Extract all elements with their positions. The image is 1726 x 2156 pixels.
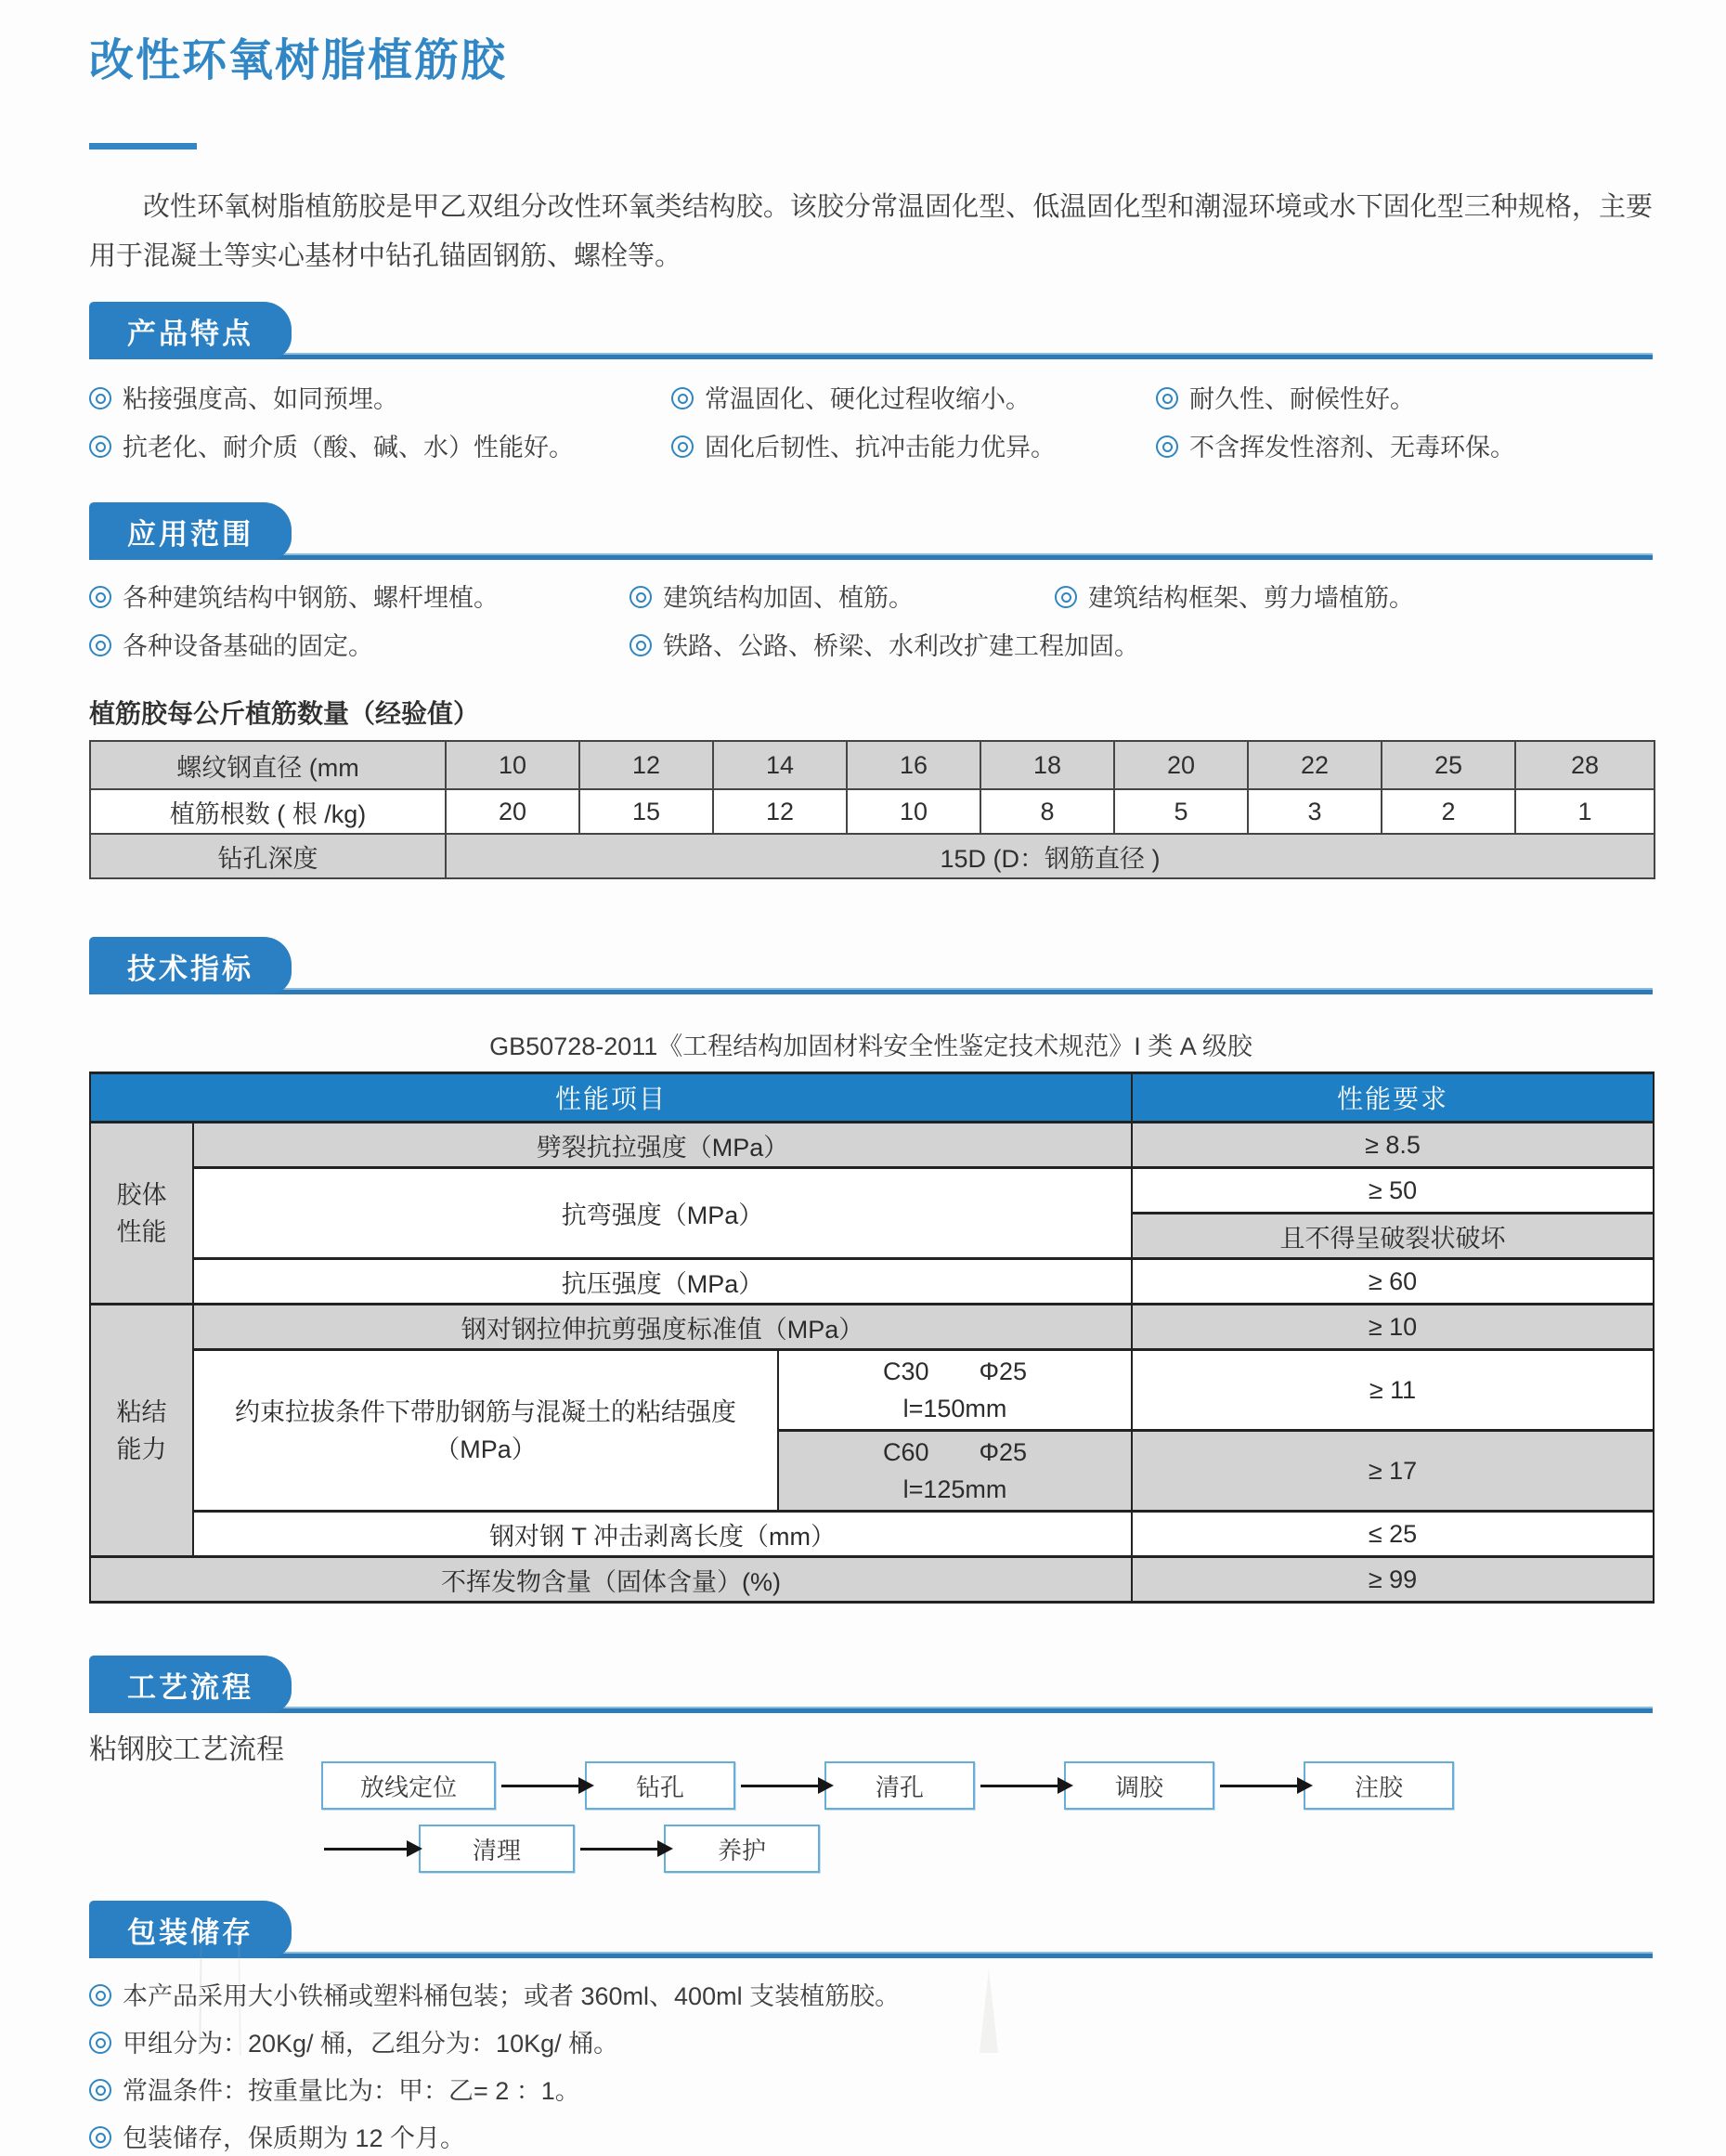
subcondition-line: l=150mm — [902, 1395, 1007, 1422]
rebar-count-table — [89, 740, 1655, 879]
diameter-cell: 16 — [847, 741, 980, 789]
packaging-item — [89, 2026, 1653, 2061]
process-flow-row-1 — [321, 1761, 1653, 1810]
bullseye-icon — [89, 586, 111, 608]
application-item — [89, 580, 629, 616]
section-badge-packaging: 包装储存 — [89, 1901, 292, 1958]
section-badge-tech: 技术指标 — [89, 937, 292, 994]
section-badge-features: 产品特点 — [89, 302, 292, 359]
table-row — [90, 1168, 1654, 1214]
tech-spec-table — [89, 1072, 1655, 1604]
bullseye-inner — [636, 641, 646, 651]
section-badge-applications: 应用范围 — [89, 502, 292, 560]
flow-step-label: 养护 — [717, 1836, 766, 1864]
bullseye-icon — [1156, 435, 1178, 458]
section-rule — [89, 553, 1653, 560]
table-row — [90, 1259, 1654, 1305]
bullseye-inner — [96, 2038, 106, 2048]
bullseye-icon — [1055, 586, 1077, 608]
packaging-item — [89, 2121, 1653, 2156]
bullseye-inner — [96, 592, 106, 603]
bullseye-icon — [629, 634, 652, 656]
bullseye-icon — [629, 586, 652, 608]
process-flow-row-2 — [324, 1825, 1653, 1873]
bullseye-inner — [1162, 394, 1173, 404]
row-label-cell: 植筋根数 ( 根 /kg) — [90, 789, 446, 834]
arrow-right-icon — [741, 1785, 821, 1787]
feature-item — [671, 382, 1156, 417]
group-label-line: 胶体 — [116, 1180, 167, 1209]
section-header-applications — [89, 502, 1653, 560]
count-cell: 20 — [446, 789, 579, 834]
spec-subcondition-cell — [778, 1431, 1132, 1512]
count-cell: 10 — [847, 789, 980, 834]
table-row — [90, 1557, 1654, 1603]
spec-item-cell: 钢对钢拉伸抗剪强度标准值（MPa） — [193, 1305, 1132, 1350]
flow-step-box — [585, 1761, 735, 1810]
depth-value-cell: 15D (D：钢筋直径 ) — [446, 834, 1655, 878]
packaging-text: 甲组分为：20Kg/ 桶，乙组分为：10Kg/ 桶。 — [123, 2030, 619, 2058]
spec-item-cell: 钢对钢 T 冲击剥离长度（mm） — [193, 1512, 1132, 1557]
features-list — [89, 382, 1653, 465]
section-rule — [89, 1707, 1653, 1713]
count-cell: 12 — [713, 789, 847, 834]
packaging-text: 包装储存，保质期为 12 个月。 — [123, 2124, 466, 2152]
bullseye-icon — [89, 2079, 111, 2101]
application-item — [629, 629, 1139, 664]
spec-item-cell: 抗压强度（MPa） — [193, 1259, 1132, 1305]
spec-req-cell: ≥ 50 — [1132, 1168, 1654, 1214]
diameter-cell: 10 — [446, 741, 579, 789]
subcondition-line: C30 Φ25 — [882, 1357, 1028, 1385]
applications-list — [89, 580, 1653, 664]
title-underline — [89, 143, 197, 149]
arrow-right-icon — [501, 1785, 581, 1787]
group-label-line: 能力 — [116, 1435, 167, 1463]
bullseye-inner — [96, 442, 106, 452]
packaging-item — [89, 2073, 1653, 2109]
spec-item-line: 约束拉拔条件下带肋钢筋与混凝土的粘结强度 — [235, 1397, 736, 1426]
diameter-cell: 25 — [1382, 741, 1515, 789]
bullseye-icon — [89, 2126, 111, 2149]
packaging-item — [89, 1979, 1653, 2014]
spec-item-cell: 不挥发物含量（固体含量）(%) — [90, 1557, 1132, 1603]
features-row — [89, 382, 1653, 417]
feature-text: 固化后韧性、抗冲击能力优异。 — [705, 434, 1056, 461]
flow-step-box — [664, 1825, 820, 1873]
count-cell: 5 — [1114, 789, 1248, 834]
count-cell: 1 — [1515, 789, 1655, 834]
section-header-features — [89, 302, 1653, 359]
bullseye-inner — [96, 2085, 106, 2096]
arrow-right-icon — [980, 1785, 1060, 1787]
packaging-text: 本产品采用大小铁桶或塑料桶包装；或者 360ml、400ml 支装植筋胶。 — [123, 1982, 901, 2010]
feature-item — [89, 430, 671, 465]
flow-step-label: 清孔 — [875, 1773, 924, 1801]
bullseye-inner — [96, 2133, 106, 2143]
spec-req-cell: 且不得呈破裂状破坏 — [1132, 1214, 1654, 1259]
packaging-text: 常温条件：按重量比为：甲：乙= 2 ：1。 — [123, 2077, 580, 2105]
application-item — [89, 629, 629, 664]
feature-item — [89, 382, 671, 417]
feature-text: 抗老化、耐介质（酸、碱、水）性能好。 — [123, 434, 574, 461]
application-item — [1055, 580, 1414, 616]
section-header-process — [89, 1656, 1653, 1713]
arrow-right-icon — [324, 1848, 409, 1851]
section-header-packaging — [89, 1901, 1653, 1958]
bullseye-inner — [96, 641, 106, 651]
flow-step-box — [419, 1825, 575, 1873]
flow-step-label: 放线定位 — [359, 1773, 457, 1801]
spec-item-cell: 抗弯强度（MPa） — [193, 1168, 1132, 1259]
table-header-row — [90, 1073, 1654, 1123]
feature-item — [1156, 382, 1415, 417]
application-text: 建筑结构框架、剪力墙植筋。 — [1088, 584, 1414, 612]
arrow-right-icon — [580, 1848, 660, 1851]
bullseye-icon — [89, 435, 111, 458]
application-text: 建筑结构加固、植筋。 — [663, 584, 914, 612]
spec-req-cell: ≥ 8.5 — [1132, 1123, 1654, 1168]
spec-item-line: （MPa） — [435, 1435, 537, 1463]
diameter-cell: 20 — [1114, 741, 1248, 789]
bullseye-inner — [636, 592, 646, 603]
feature-text: 耐久性、耐候性好。 — [1189, 385, 1415, 413]
flow-step-box — [321, 1761, 496, 1810]
diameter-cell: 28 — [1515, 741, 1655, 789]
diameter-cell: 12 — [579, 741, 713, 789]
section-badge-process: 工艺流程 — [89, 1656, 292, 1713]
spec-req-cell: ≤ 25 — [1132, 1512, 1654, 1557]
application-text: 各种建筑结构中钢筋、螺杆埋植。 — [123, 584, 499, 612]
rebar-table-title: 植筋胶每公斤植筋数量（经验值） — [89, 699, 480, 728]
bullseye-icon — [671, 435, 694, 458]
group-cell-bonding — [90, 1305, 193, 1557]
count-cell: 8 — [980, 789, 1114, 834]
section-rule — [89, 353, 1653, 359]
col-header-item: 性能项目 — [90, 1073, 1132, 1123]
bullseye-icon — [671, 387, 694, 409]
intro-paragraph: 改性环氧树脂植筋胶是甲乙双组分改性环氧类结构胶。该胶分常温固化型、低温固化型和潮湿环境或水下固化型三种规格，主要用于混凝土等实心基材中钻孔锚固钢筋、螺栓等。 — [89, 192, 1653, 271]
process-subtitle: 粘钢胶工艺流程 — [89, 1734, 284, 1765]
standard-note: GB50728-2011《工程结构加固材料安全性鉴定技术规范》I 类 A 级胶 — [489, 1033, 1252, 1060]
bullseye-icon — [89, 2032, 111, 2054]
bullseye-icon — [1156, 387, 1178, 409]
section-rule — [89, 988, 1653, 994]
table-row — [90, 1305, 1654, 1350]
feature-item — [1156, 430, 1515, 465]
group-label-line: 粘结 — [116, 1397, 167, 1426]
diameter-cell: 18 — [980, 741, 1114, 789]
flow-step-label: 清理 — [472, 1836, 521, 1864]
table-row — [90, 741, 1655, 789]
spec-req-cell: ≥ 60 — [1132, 1259, 1654, 1305]
spec-item-cell: 劈裂抗拉强度（MPa） — [193, 1123, 1132, 1168]
bullseye-inner — [96, 1991, 106, 2001]
features-row — [89, 430, 1653, 465]
feature-text: 不含挥发性溶剂、无毒环保。 — [1189, 434, 1515, 461]
count-cell: 15 — [579, 789, 713, 834]
application-text: 铁路、公路、桥梁、水利改扩建工程加固。 — [663, 632, 1139, 660]
section-rule — [89, 1952, 1653, 1958]
diameter-cell: 22 — [1248, 741, 1382, 789]
section-header-tech — [89, 937, 1653, 994]
group-label-line: 性能 — [116, 1217, 167, 1246]
spec-req-cell: ≥ 99 — [1132, 1557, 1654, 1603]
spec-req-cell: ≥ 17 — [1132, 1431, 1654, 1512]
feature-text: 粘接强度高、如同预埋。 — [123, 385, 398, 413]
spec-req-cell: ≥ 10 — [1132, 1305, 1654, 1350]
row-label-cell: 钻孔深度 — [90, 834, 446, 878]
count-cell: 2 — [1382, 789, 1515, 834]
feature-item — [671, 430, 1156, 465]
table-row — [90, 789, 1655, 834]
spec-req-cell: ≥ 11 — [1132, 1350, 1654, 1431]
table-row — [90, 834, 1655, 878]
bullseye-inner — [1162, 442, 1173, 452]
col-header-req: 性能要求 — [1132, 1073, 1654, 1123]
subcondition-line: C60 Φ25 — [882, 1438, 1028, 1466]
count-cell: 3 — [1248, 789, 1382, 834]
bullseye-icon — [89, 387, 111, 409]
flow-step-box — [824, 1761, 975, 1810]
applications-row — [89, 629, 1653, 664]
application-text: 各种设备基础的固定。 — [123, 632, 373, 660]
spec-item-cell — [193, 1350, 778, 1512]
flow-step-label: 调胶 — [1114, 1773, 1163, 1801]
bullseye-inner — [1061, 592, 1071, 603]
flow-step-label: 钻孔 — [635, 1773, 684, 1801]
diameter-cell: 14 — [713, 741, 847, 789]
row-label-cell: 螺纹钢直径 (mm — [90, 741, 446, 789]
table-row — [90, 1123, 1654, 1168]
spec-subcondition-cell — [778, 1350, 1132, 1431]
page-title: 改性环氧树脂植筋胶 — [89, 36, 508, 85]
table-row — [90, 1350, 1654, 1431]
packaging-list — [89, 1979, 1653, 2156]
bullseye-icon — [89, 634, 111, 656]
subcondition-line: l=125mm — [902, 1475, 1007, 1503]
flow-step-box — [1064, 1761, 1214, 1810]
flow-step-label: 注胶 — [1354, 1773, 1403, 1801]
bullseye-inner — [678, 442, 688, 452]
feature-text: 常温固化、硬化过程收缩小。 — [705, 385, 1031, 413]
application-item — [629, 580, 1055, 616]
bullseye-inner — [678, 394, 688, 404]
arrow-right-icon — [1220, 1785, 1300, 1787]
table-row — [90, 1512, 1654, 1557]
bullseye-inner — [96, 394, 106, 404]
applications-row — [89, 580, 1653, 616]
group-cell-adhesive — [90, 1123, 193, 1305]
bullseye-icon — [89, 1984, 111, 2007]
flow-step-box — [1304, 1761, 1454, 1810]
